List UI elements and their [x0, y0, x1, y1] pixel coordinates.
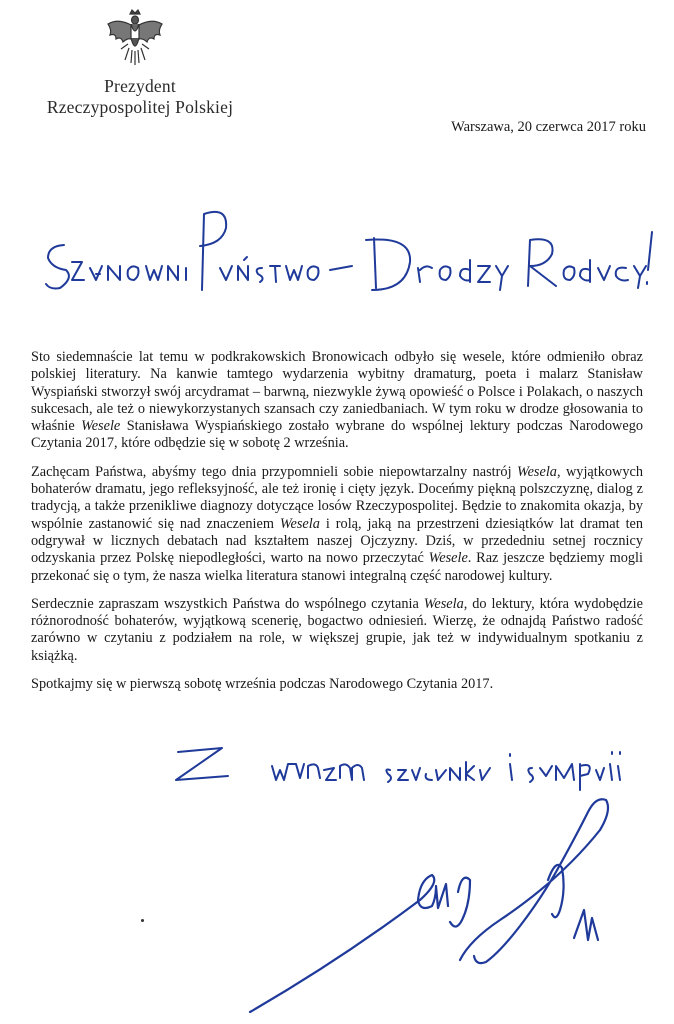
paragraph-3: [31, 596, 643, 665]
p2-italic-3: Wesele: [428, 550, 468, 567]
title-line-1: Prezydent: [104, 76, 176, 96]
letter-body: [31, 349, 643, 693]
p2c: i rolą, jaką na przestrzeni dziesiątków lat dramat ten odgrywał w licznych debatach nad kształtem naszej Ojczyzny. Dziś, w przededniu setnej rocznicy odzyskania przez Polskę niepodległości, warto na nowo przeczytać: [31, 515, 644, 567]
p3a: Serdecznie zapraszam wszystkich Państwa do wspólnego czytania: [31, 595, 419, 612]
p3b: , do lektury, która wydobędzie różnorodność bohaterów, wyjątkową scenerię, bogactwo odniesień. Wierzę, że odnajdą Państwo radość zarówno w czytaniu z podziałem na role, w większej grupie, jak też w indywidualnym spotkaniu z książką.: [31, 595, 644, 664]
paragraph-4: Spotkajmy się w pierwszą sobotę września podczas Narodowego Czytania 2017.: [31, 676, 494, 693]
handwritten-salutation: [0, 0, 674, 320]
paragraph-1: [31, 349, 643, 453]
p1-end: Stanisława Wyspiańskiego zostało wybrane do wspólnej lektury podczas Narodowego Czytania 2017, które odbędzie się w sobotę 2 września.: [31, 418, 644, 452]
p2d: . Raz jeszcze będziemy mogli przekonać się o tym, że nasza wielka literatura stanowi integralną część narodowej kultury.: [31, 550, 643, 584]
p3-italic-1: Wesela: [423, 595, 464, 612]
stray-mark: [141, 919, 144, 922]
p2-italic-1: Wesela: [516, 463, 557, 480]
p2-italic-2: Wesela: [279, 515, 320, 532]
p2b: , wyjątkowych bohaterów dramatu, jego refleksyjność, ale też ironię i cięty język. Doceńmy piękną polszczyznę, dialog z tradycją, a także przenikliwe diagnozy dotyczące losów Rzeczypospolitej. Będzie to znakomita okazja, by wspólnie zastanowić się nad znaczeniem: [31, 463, 643, 532]
p2a: Zachęcam Państwa, abyśmy tego dnia przypomnieli sobie niepowtarzalny nastrój: [31, 463, 512, 480]
p1-italic-title: Wesele: [81, 418, 121, 435]
p1-text: Sto siedemnaście lat temu w podkrakowskich Bronowicach odbyło się wesele, które odmieniło obraz polskiej literatury. Na kanwie tamtego wydarzenia wybitny dramaturg, poeta i malarz Stanisław Wyspiański stworzył swój arcydramat – barwną, niezwykle żywą opowieść o Polsce i Polakach, o naszych sukcesach, ale też o niewykorzystanych szansach czy zaniedbaniach. W tym roku w drodze głosowania to właśnie: [31, 349, 643, 435]
title-line-2: Rzeczypospolitej Polskiej: [46, 97, 234, 117]
paragraph-2: [31, 464, 643, 585]
place-date: Warszawa, 20 czerwca 2017 roku: [451, 119, 646, 135]
